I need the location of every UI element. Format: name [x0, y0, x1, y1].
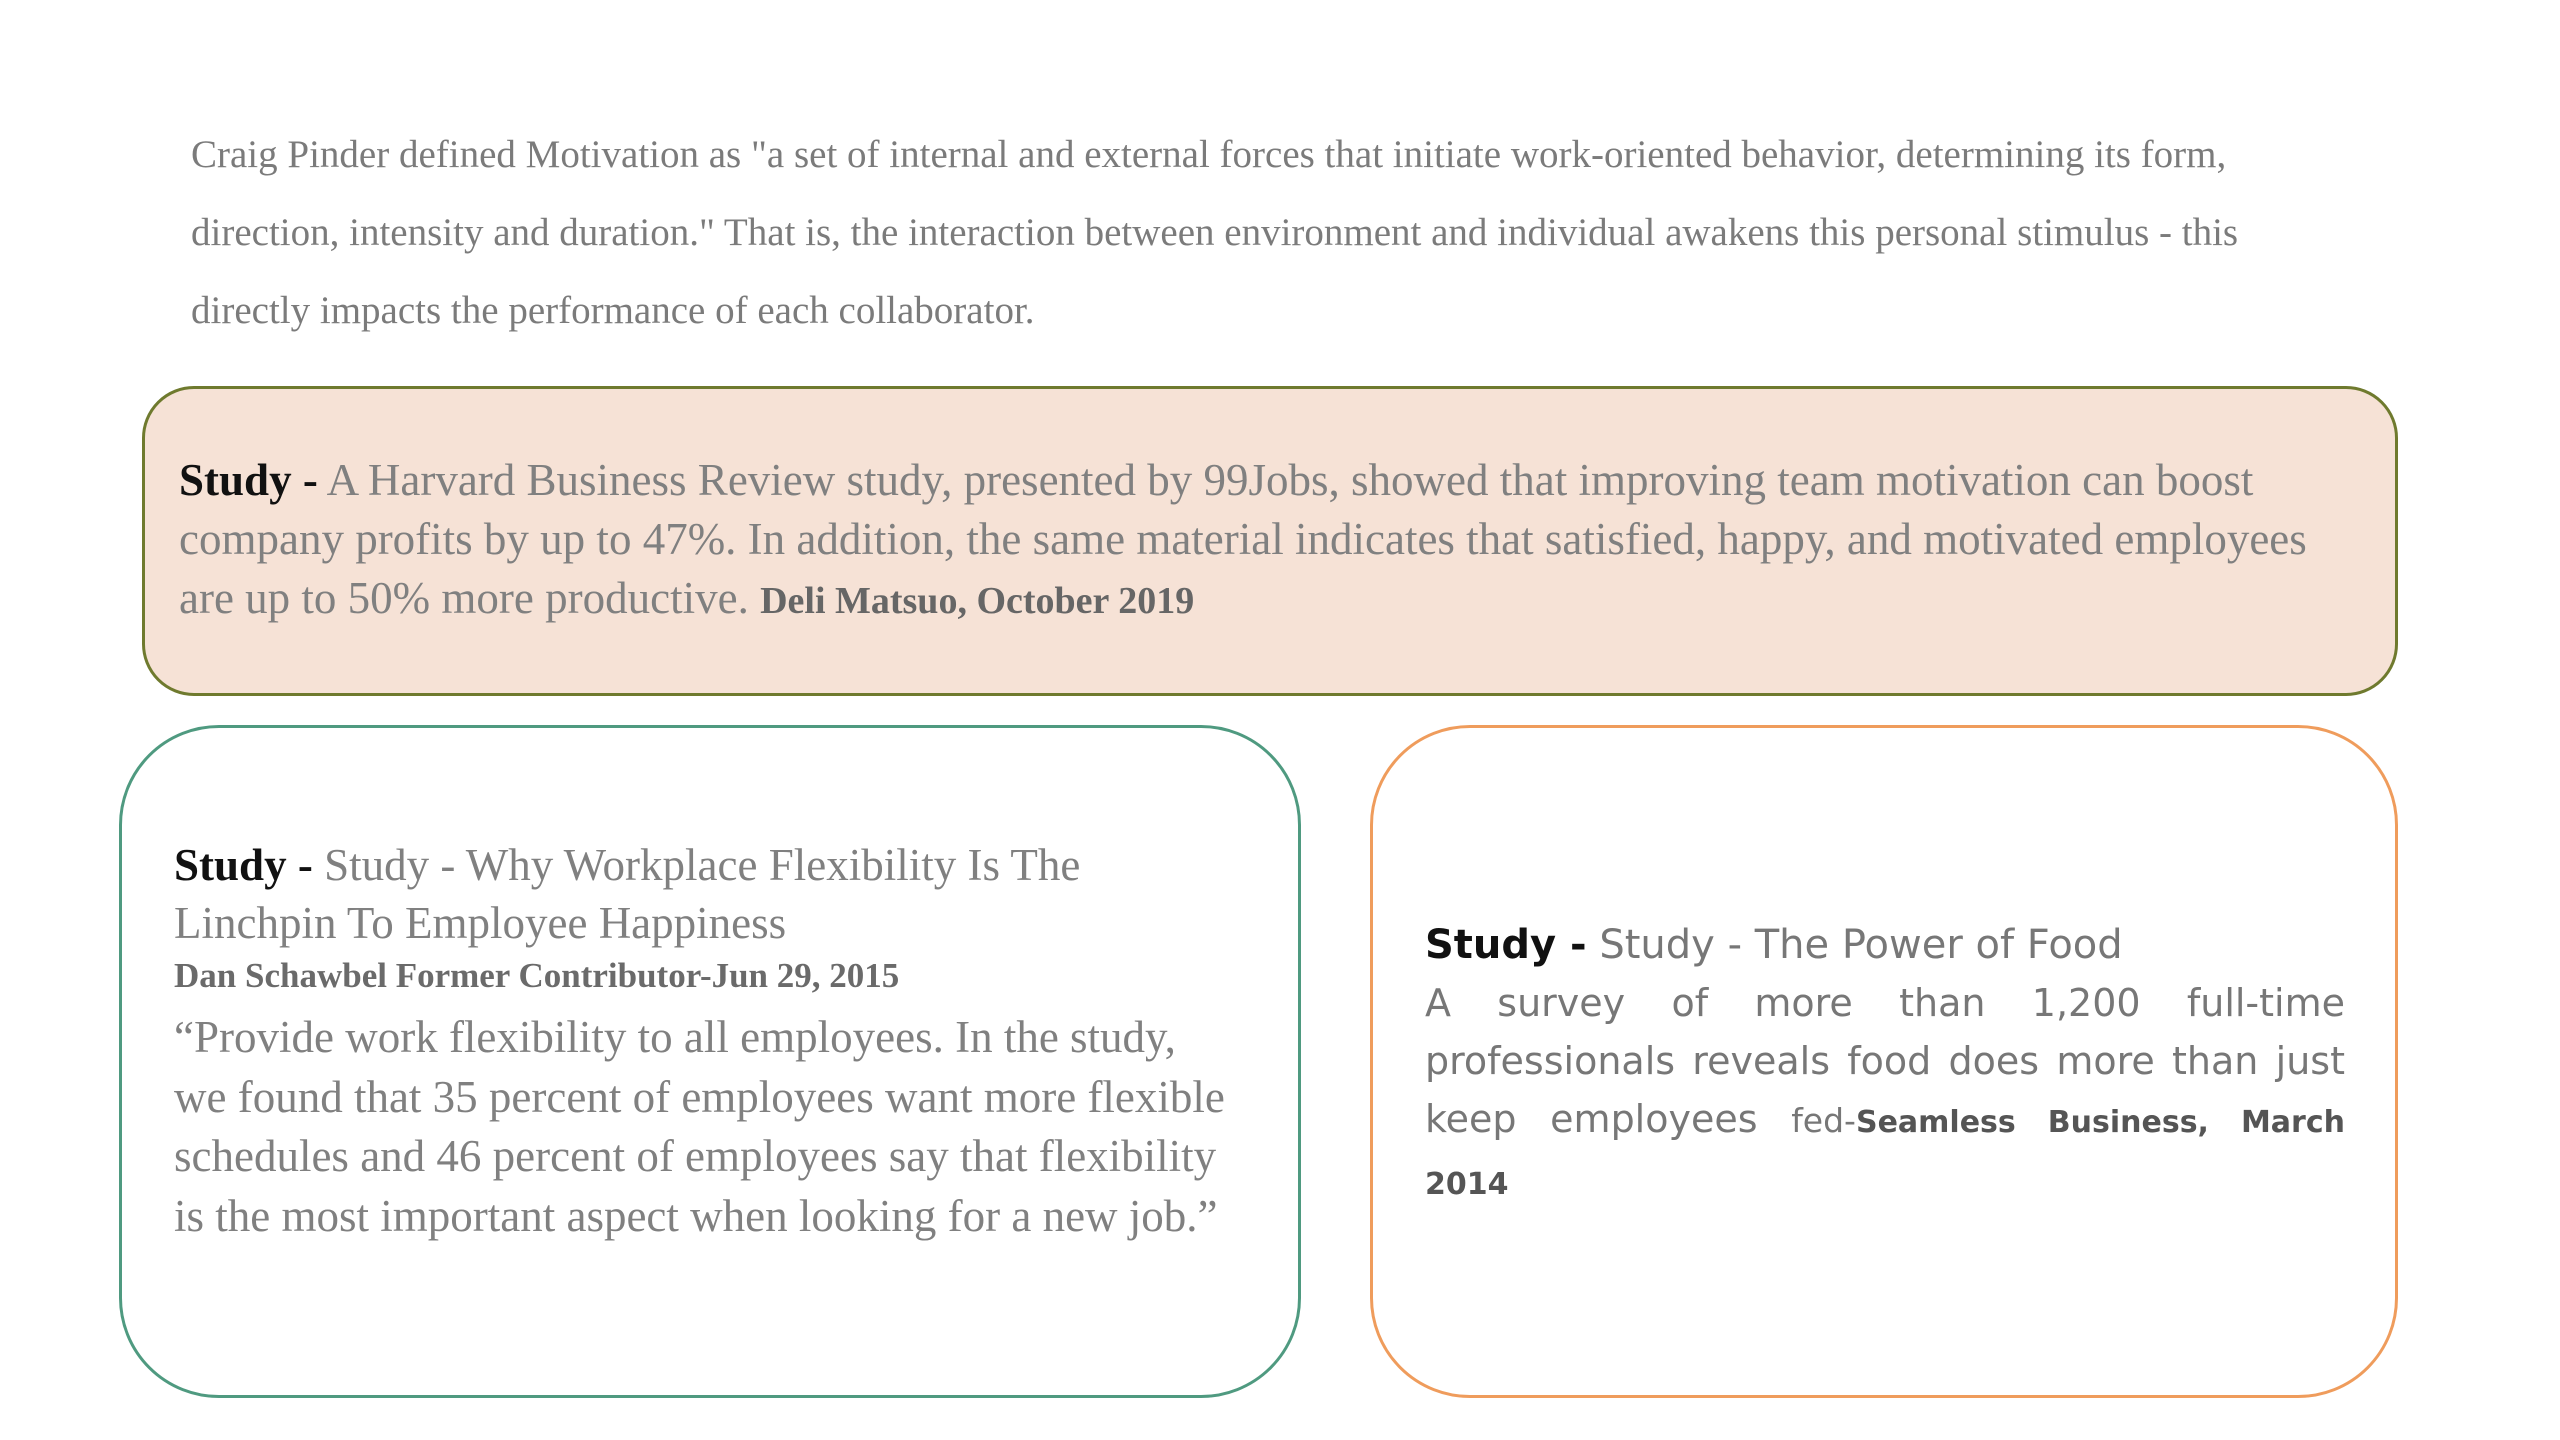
study-body-tail: fed- — [1791, 1101, 1856, 1140]
study-label: Study - — [179, 455, 318, 505]
intro-paragraph: Craig Pinder defined Motivation as "a set of internal and external forces that initiate work-oriented behavior, determining its form, direction, intensity and duration." That is, the interaction between environment and individual awakens this personal stimulus - this directly impacts the performance of each collaborator. — [191, 133, 2239, 332]
study-quote: “Provide work flexibility to all employees. In the study, we found that 35 percent of employees want more flexible schedules and 46 percent of employees say that flexibility is the most important aspect when looking for a new job.” — [174, 1012, 1225, 1241]
study-title — [174, 836, 1238, 952]
study-card-harvard — [142, 386, 2398, 696]
study-title-text: Study - Why Workplace Flexibility Is The Linchpin To Employee Happiness — [174, 840, 1081, 948]
study-label: Study - — [174, 840, 313, 890]
study-byline: Seamless Business, March 2014 — [1425, 1105, 2345, 1202]
study-body — [1425, 974, 2345, 1214]
study-byline: Deli Matsuo, October 2019 — [760, 580, 1195, 622]
study-card-harvard-text — [179, 451, 2345, 631]
study-label: Study - — [1425, 922, 1587, 968]
study-title — [1425, 916, 2345, 974]
study-title-text: Study - The Power of Food — [1599, 922, 2123, 968]
study-byline: Dan Schawbel Former Contributor-Jun 29, 2015 — [174, 956, 900, 995]
study-body: A Harvard Business Review study, presented by 99Jobs, showed that improving team motivation can boost company profits by up to 47%. In addition, the same material indicates that satisfied, happy, and motivated employees are up to 50% more productive. — [179, 455, 2307, 623]
study-body-text: A survey of more than 1,200 full-time professionals reveals food does more than just keep employees — [1425, 981, 2345, 1141]
study-card-flexibility — [119, 725, 1301, 1398]
study-card-food — [1370, 725, 2398, 1398]
